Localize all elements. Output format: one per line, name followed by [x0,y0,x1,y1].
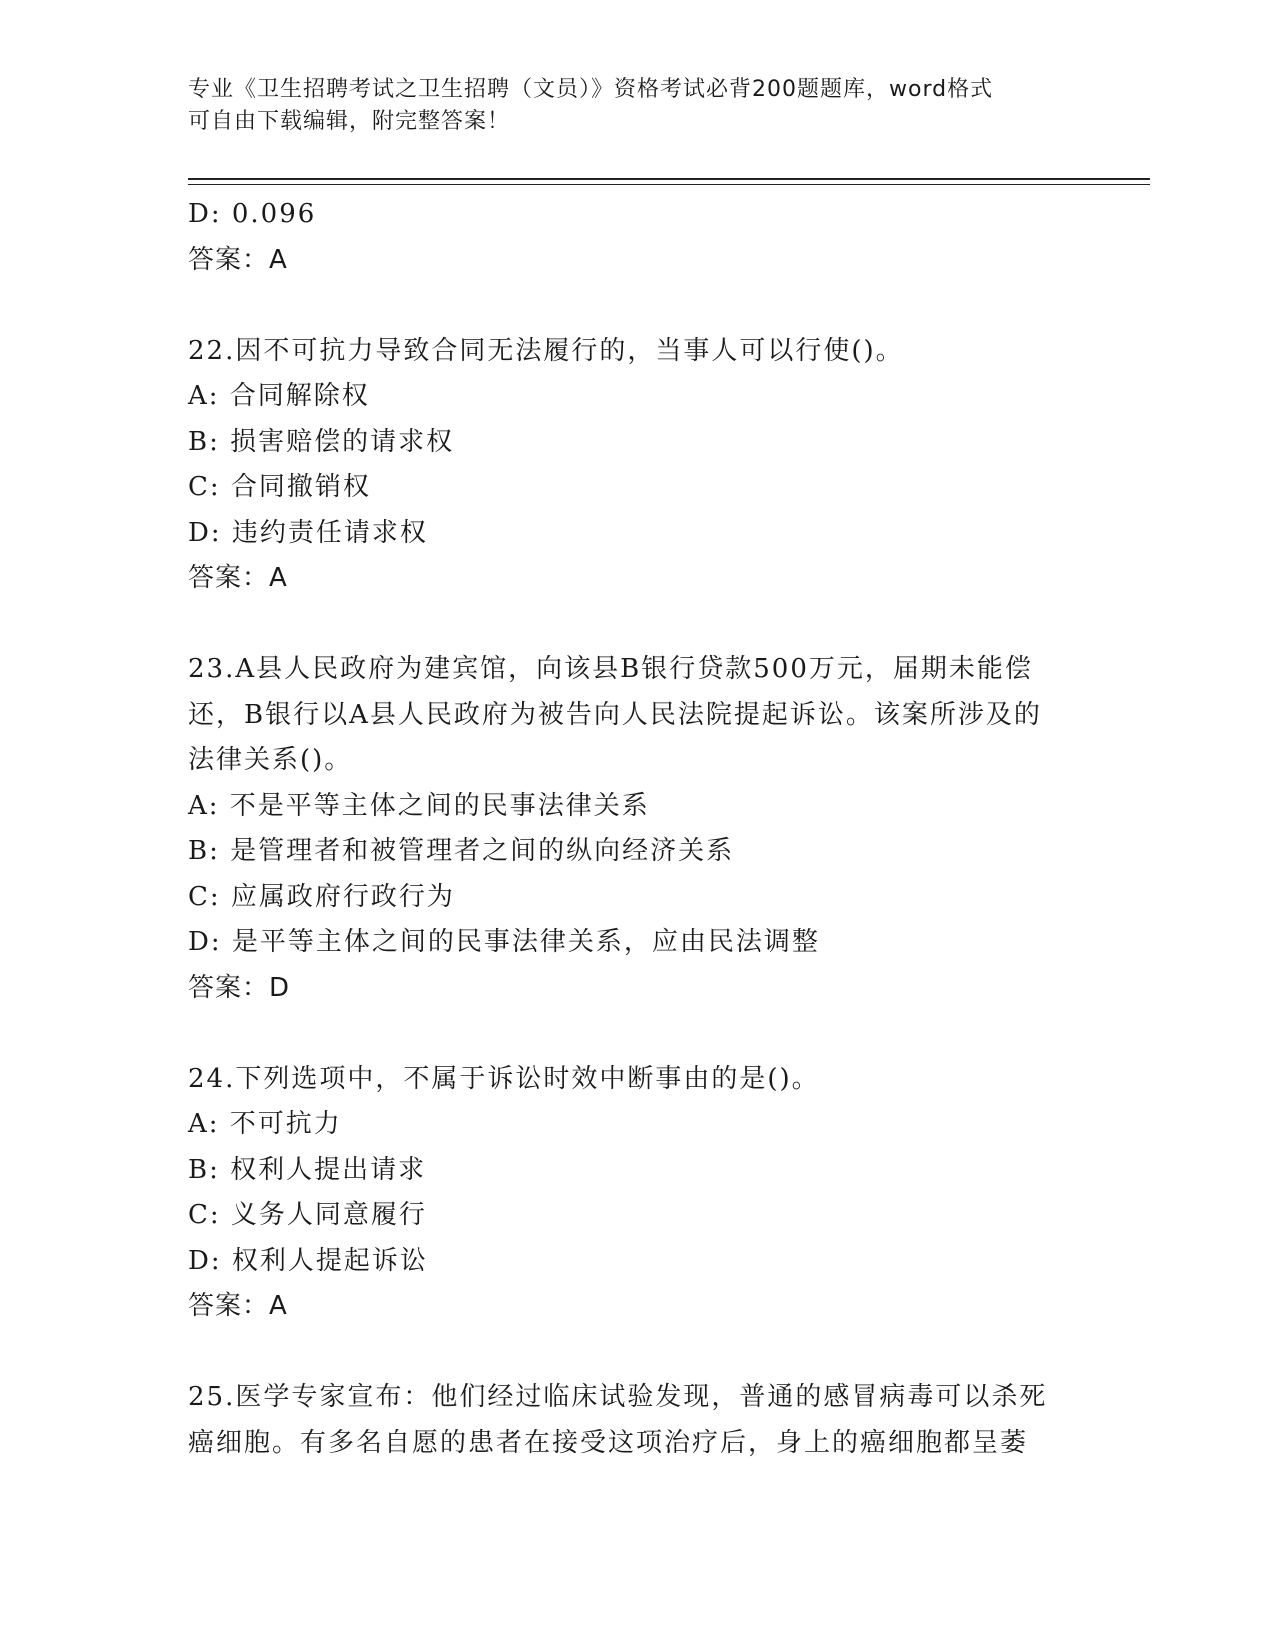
question-stem: 25.医学专家宣布：他们经过临床试验发现，普通的感冒病毒可以杀死 [188,1382,1048,1412]
question-24 [188,1057,1088,1330]
option-a: A: 合同解除权 [188,381,370,411]
question-23 [188,647,1088,1011]
question-22 [188,329,1088,602]
answer-line: 答案：A [188,244,288,275]
option-a: A: 不可抗力 [188,1109,342,1139]
option-d: D: 违约责任请求权 [188,517,428,548]
option-b: B: 损害赔偿的请求权 [188,426,455,457]
answer-line: 答案：A [188,563,288,593]
question-25 [188,1375,1088,1466]
page-header [188,74,1088,138]
question-stem: 23.A县人民政府为建宾馆，向该县B银行贷款500万元，届期未能偿 [188,654,1033,684]
question-stem: 24.下列选项中，不属于诉讼时效中断事由的是()。 [188,1063,820,1094]
header-line-1: 专业《卫生招聘考试之卫生招聘（文员）》资格考试必背200题题库，word格式 [188,77,994,102]
answer-line: 答案：A [188,1291,288,1321]
option-c: C: 合同撤销权 [188,472,371,502]
option-c: C: 应属政府行政行为 [188,881,455,912]
option-d: D: 是平等主体之间的民事法律关系，应由民法调整 [188,927,820,957]
question-stem-cont: 癌细胞。有多名自愿的患者在接受这项治疗后，身上的癌细胞都呈萎 [188,1427,1029,1458]
option-d: D: 权利人提起诉讼 [188,1245,428,1276]
option-b: B: 是管理者和被管理者之间的纵向经济关系 [188,836,735,866]
header-line-2: 可自由下载编辑，附完整答案！ [188,109,511,134]
option-a: A: 不是平等主体之间的民事法律关系 [188,790,650,821]
question-stem: 22.因不可抗力导致合同无法履行的，当事人可以行使()。 [188,335,904,366]
header-rule-thin [188,184,1150,185]
question-stem-cont: 法律关系()。 [188,745,353,775]
option-c: C: 义务人同意履行 [188,1200,427,1230]
question-list [188,192,1088,1466]
question-stem-cont: 还，B银行以A县人民政府为被告向人民法院提起诉讼。该案所涉及的 [188,699,1042,730]
option-b: B: 权利人提出请求 [188,1154,427,1185]
header-rule-thick [188,178,1150,180]
option-d: D: 0.096 [188,199,317,229]
answer-line: 答案：D [188,972,291,1003]
